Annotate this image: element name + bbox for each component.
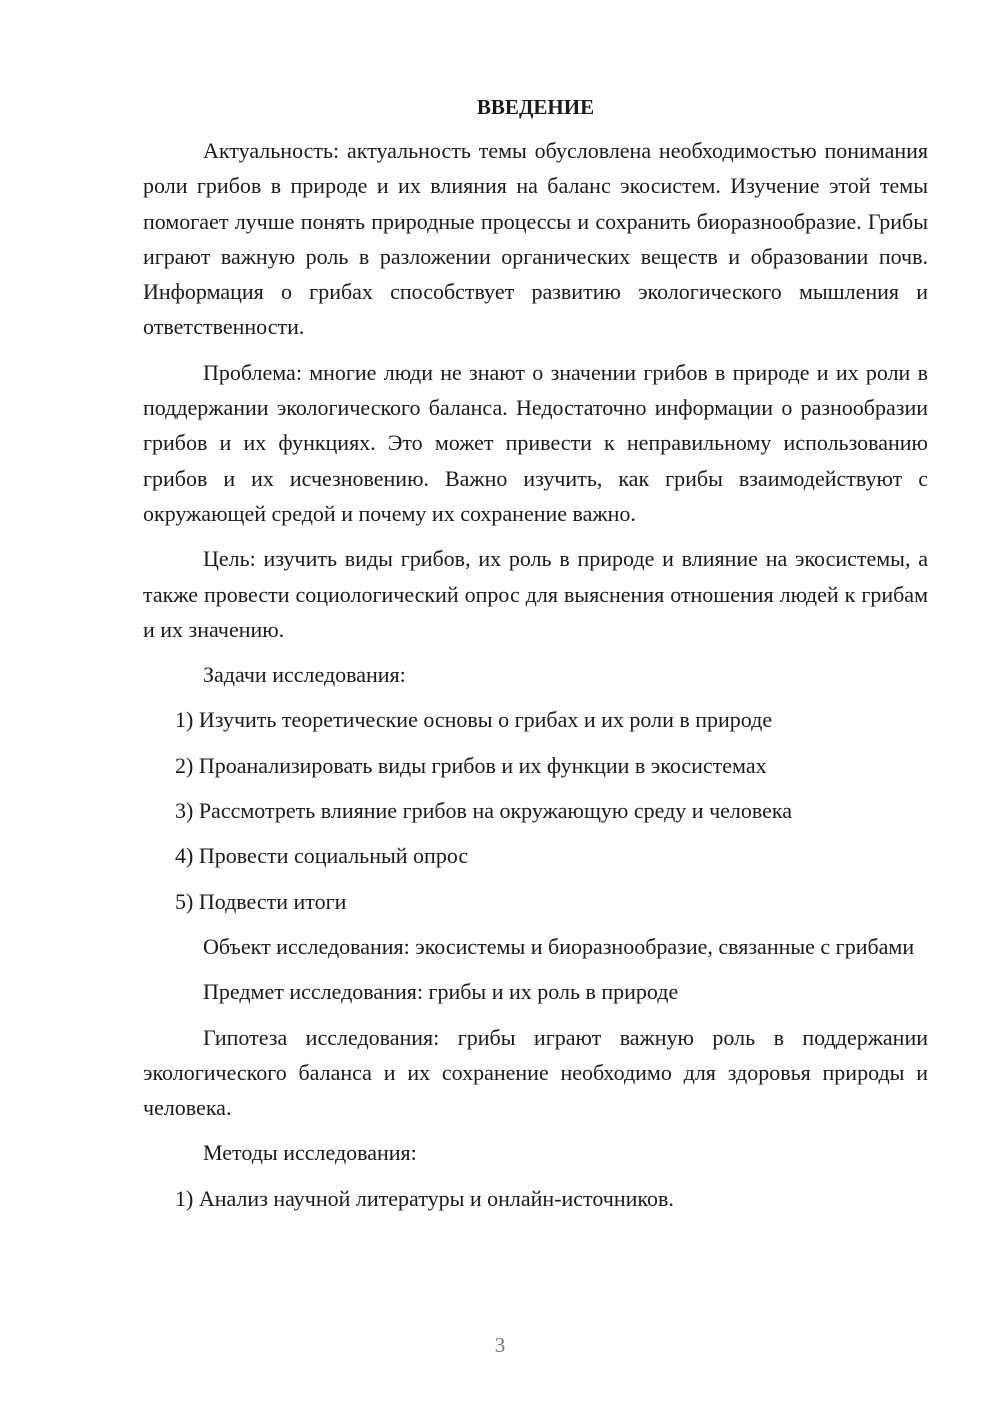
document-page [143,90,928,1226]
tasks-heading: Задачи исследования: [203,662,406,688]
task-item: 1) Изучить теоретические основы о грибах и их роли в природе [175,707,773,733]
task-item: 5) Подвести итоги [175,888,347,914]
task-item: 3) Рассмотреть влияние грибов на окружающую среду и человека [175,798,793,824]
methods-list [143,1181,928,1216]
subject-paragraph: Предмет исследования: грибы и их роль в природе [203,979,679,1005]
problem-paragraph: Проблема: многие люди не знают о значении грибов в природе и их роли в поддержании экологического баланса. Недостаточно информации о разнообразии грибов и их функциях. Это может привести к неправильному использованию грибов и их исчезновению. Важно изучить, как грибы взаимодействуют с окружающей средой и почему их сохранение важно. [143,359,928,526]
hypothesis-paragraph: Гипотеза исследования: грибы играют важную роль в поддержании экологического баланса и их сохранение необходимо для здоровья природы и человека. [143,1024,928,1121]
methods-heading: Методы исследования: [203,1140,417,1166]
task-item: 2) Проанализировать виды грибов и их функции в экосистемах [175,752,767,778]
tasks-list [143,702,928,918]
goal-paragraph: Цель: изучить виды грибов, их роль в природе и влияние на экосистемы, а также провести социологический опрос для выяснения отношения людей к грибам и их значению. [143,546,928,642]
relevance-paragraph: Актуальность: актуальность темы обусловлена необходимостью понимания роли грибов в природе и их влияния на баланс экосистем. Изучение этой темы помогает лучше понять природные процессы и сохранить биоразнообразие. Грибы играют важную роль в разложении органических веществ и образовании почв. Информация о грибах способствует развитию экологического мышления и ответственности. [143,138,928,340]
task-item: 4) Провести социальный опрос [175,843,469,869]
section-title: ВВЕДЕНИЕ [476,95,595,119]
object-paragraph: Объект исследования: экосистемы и биоразнообразие, связанные с грибами [203,933,915,959]
page-number: 3 [494,1333,506,1357]
method-item: 1) Анализ научной литературы и онлайн-источников. [175,1185,674,1211]
